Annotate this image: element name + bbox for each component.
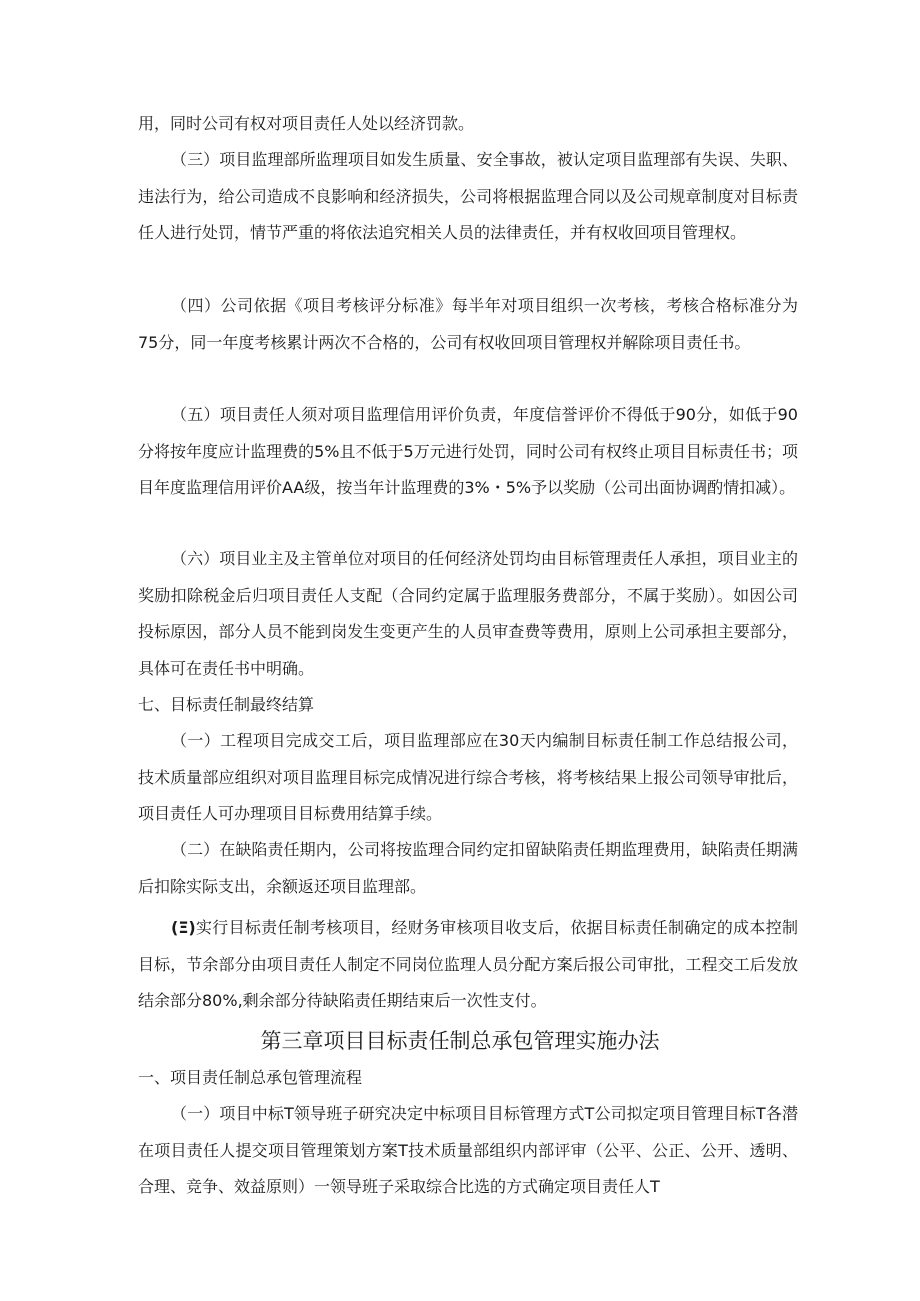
paragraph-item-5: （五）项目责任人须对项目监理信用评价负责，年度信誉评价不得低于90分，如低于90分将按年度应计监理费的5%且不低于5万元进行处罚，同时公司有权终止项目目标责任书；项目年度监理信用评价AA级，按当年计监理费的3%・5%予以奖励（公司出面协调酌情扣减）。 xyxy=(138,405,798,497)
item-number: (Ξ) xyxy=(171,918,196,937)
paragraph-continuation: 用，同时公司有权对项目责任人处以经济罚款。 xyxy=(138,114,475,133)
section-heading-1: 一、项目责任制总承包管理流程 xyxy=(138,1068,363,1087)
paragraph-settlement-2: （二）在缺陷责任期内，公司将按监理合同约定扣留缺陷责任期监理费用，缺陷责任期满后扣除实际支出，余额返还项目监理部。 xyxy=(138,840,798,896)
paragraph-settlement-1: （一）工程项目完成交工后，项目监理部应在30天内编制目标责任制工作总结报公司，技术质量部应组织对项目监理目标完成情况进行综合考核，将考核结果上报公司领导审批后，项目责任人可办理项目目标费用结算手续。 xyxy=(138,731,798,823)
paragraph-text: 实行目标责任制考核项目，经财务审核项目收支后，依据目标责任制确定的成本控制目标，节余部分由项目责任人制定不同岗位监理人员分配方案后报公司审批，工程交工后发放结余部分80%,剩余部分待缺陷责任期结束后一次性支付。 xyxy=(138,918,798,1010)
section-heading-7: 七、目标责任制最终结算 xyxy=(138,695,315,714)
paragraph-item-6: （六）项目业主及主管单位对项目的任何经济处罚均由目标管理责任人承担，项目业主的奖励扣除税金后归项目责任人支配（合同约定属于监理服务费部分，不属于奖励）。如因公司投标原因，部分人员不能到岗发生变更产生的人员审查费等费用，原则上公司承担主要部分，具体可在责任书中明确。 xyxy=(138,549,798,678)
paragraph-item-3: （三）项目监理部所监理项目如发生质量、安全事故，被认定项目监理部有失误、失职、违法行为，给公司造成不良影响和经济损失，公司将根据监理合同以及公司规章制度对目标责任人进行处罚，情节严重的将依法追究相关人员的法律责任，并有权收回项目管理权。 xyxy=(138,150,798,242)
paragraph-settlement-3 xyxy=(138,910,798,1020)
paragraph-item-4: （四）公司依据《项目考核评分标准》每半年对项目组织一次考核，考核合格标准分为75分，同一年度考核累计两次不合格的，公司有权收回项目管理权并解除项目责任书。 xyxy=(138,296,798,352)
chapter-title: 第三章项目目标责任制总承包管理实施办法 xyxy=(260,1029,660,1053)
paragraph-process-1: （一）项目中标T领导班子研究决定中标项目目标管理方式T公司拟定项目管理目标T各潜在项目责任人提交项目管理策划方案T技术质量部组织内部评审（公平、公正、公开、透明、合理、竞争、效益原则）一领导班子采取综合比选的方式确定项目责任人T xyxy=(138,1104,798,1196)
